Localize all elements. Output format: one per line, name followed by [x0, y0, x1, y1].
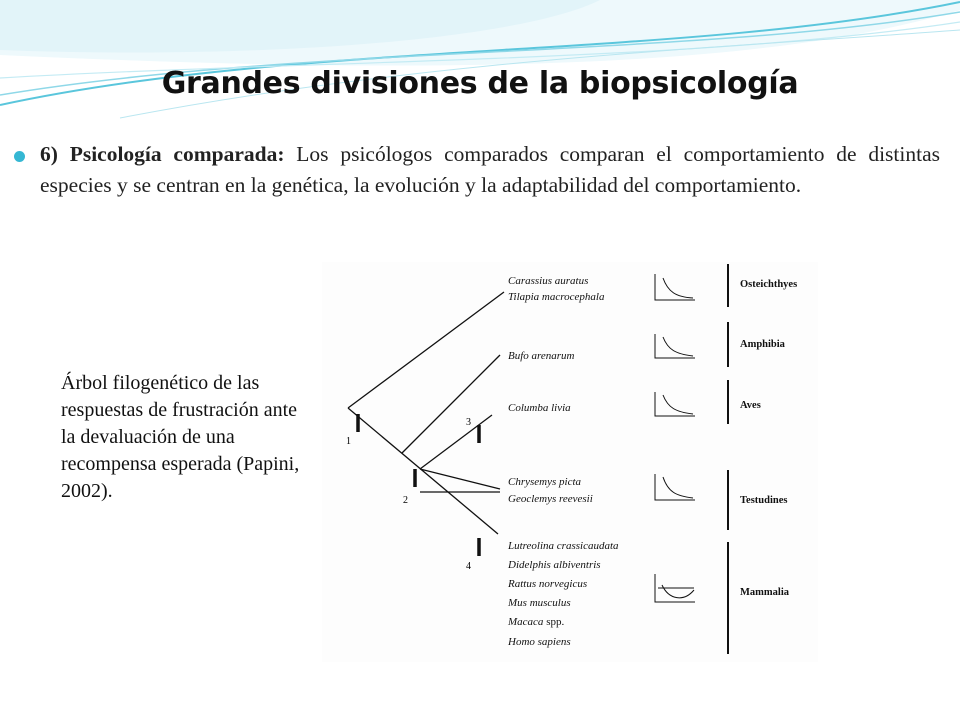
- curve-testudines: [663, 477, 693, 498]
- branch-aves: [420, 415, 492, 469]
- curve-mammalia: [662, 585, 694, 598]
- response-curves: [655, 274, 695, 602]
- species-label: Bufo arenarum: [508, 350, 575, 362]
- group-label: Mammalia: [740, 587, 789, 598]
- curve-axes-amphibia: [655, 334, 695, 358]
- species-label: Columba livia: [508, 402, 571, 414]
- species-label: Rattus norvegicus: [508, 578, 588, 590]
- group-label: Aves: [740, 400, 761, 411]
- branch-amphibia: [402, 355, 500, 453]
- curve-fish: [663, 278, 693, 298]
- species-label: Homo sapiens: [508, 636, 571, 648]
- species-label: Didelphis albiventris: [508, 559, 601, 571]
- species-label: Geoclemys reevesii: [508, 493, 593, 505]
- curve-axes-fish: [655, 274, 695, 300]
- branch-fish: [348, 292, 504, 408]
- bullet-lead: 6) Psicología comparada:: [40, 142, 285, 166]
- species-label: Tilapia macrocephala: [508, 291, 605, 303]
- group-label: Amphibia: [740, 339, 785, 350]
- node-label: 3: [466, 417, 471, 428]
- slide-title: Grandes divisiones de la biopsicología: [161, 66, 799, 101]
- node-label: 2: [403, 495, 408, 506]
- phylogenetic-tree-figure: [322, 262, 818, 662]
- species-label: Mus musculus: [508, 597, 571, 609]
- curve-axes-aves: [655, 392, 695, 416]
- species-label: Macaca spp.: [508, 616, 565, 628]
- curve-amphibia: [663, 337, 693, 356]
- node-label: 4: [466, 561, 471, 572]
- node-label: 1: [346, 436, 351, 447]
- bullet-paragraph: [40, 139, 940, 201]
- species-label: Carassius auratus: [508, 275, 589, 287]
- bullet-icon: [14, 151, 25, 162]
- curve-aves: [663, 395, 693, 414]
- header-wave-decoration: [0, 0, 960, 120]
- figure-caption: Árbol filogenético de las respuestas de frustración ante la devaluación de una recompensa esperada (Papini, 2002).: [61, 372, 300, 502]
- species-label: Chrysemys picta: [508, 476, 582, 488]
- curve-axes-testudines: [655, 474, 695, 500]
- bullet-text: Los psicólogos comparados comparan el comportamiento de distintas especies y se centran en la genética, la evolución y la adaptabilidad del comportamiento.: [40, 142, 941, 197]
- species-label: Lutreolina crassicaudata: [508, 540, 619, 552]
- group-label: Testudines: [740, 495, 788, 506]
- group-label: Osteichthyes: [740, 279, 798, 290]
- phylogenetic-tree: [322, 262, 818, 662]
